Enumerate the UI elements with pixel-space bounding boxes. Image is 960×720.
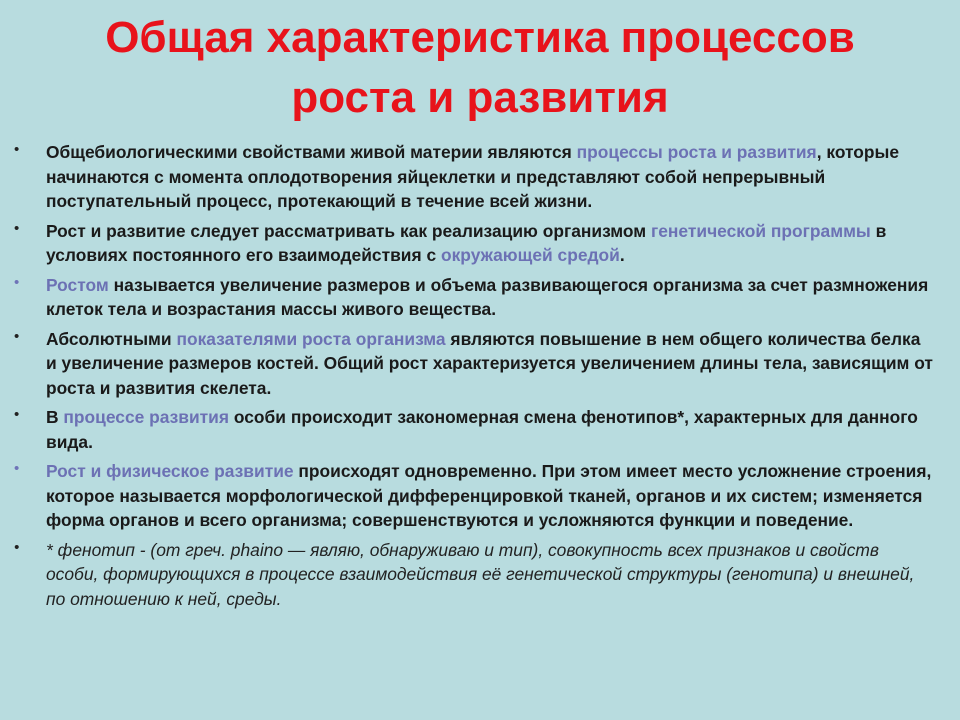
bullet-dot-icon: • [14, 273, 20, 291]
bullet-item-genetic-program [14, 219, 934, 268]
bullet-text: Общебиологическими свойствами живой материи являются [46, 142, 577, 162]
bullet-item-phenotype-footnote [14, 538, 934, 612]
footnote-text: * фенотип - (от греч. phaino — являю, обнаруживаю и тип), совокупность всех признаков и свойств особи, формирующихся в процессе взаимодействия её генетической структуры (генотипа) и внешней, по отношению к ней, среды. [46, 539, 915, 609]
highlight-term: генетической программы [651, 220, 871, 241]
bullet-text: . [619, 245, 625, 265]
slide-title [0, 0, 960, 128]
slide-title-line-2: роста и развития [291, 73, 669, 122]
highlight-term: процессы роста и развития [576, 142, 817, 162]
bullet-dot-icon: • [14, 406, 20, 423]
bullet-text: происходят одновременно. При этом имеет место усложнение строения, которое называется морфологической дифференцировкой тканей, органов и их систем; изменяется форма органов и всего организма; совершенствуются и усложняются функции и поведение. [46, 461, 932, 530]
bullet-list [14, 140, 934, 616]
highlight-term: окружающей средой [440, 245, 620, 265]
highlight-term: процессе развития [63, 407, 230, 427]
highlight-term: показателями роста организма [176, 328, 446, 349]
slide-title-line-1: Общая характеристика процессов [105, 13, 855, 62]
bullet-dot-icon: • [14, 460, 20, 477]
bullet-dot-icon: • [14, 327, 20, 345]
bullet-text: являются повышение в нем общего количества белка и увеличение размеров костей. Общий рост характеризуется увеличением длины тела, зависящим от роста и развития скелета. [46, 328, 933, 398]
bullet-item-growth-definition [14, 273, 934, 322]
highlight-term: Ростом [46, 274, 109, 295]
bullet-item-physical-development [14, 459, 934, 533]
bullet-text: в условиях постоянного его взаимодействия с [46, 220, 887, 265]
bullet-text: В [46, 407, 64, 427]
bullet-item-growth-indicators [14, 327, 934, 401]
bullet-text: особи происходит закономерная смена фенотипов*, характерных для данного вида. [46, 407, 918, 452]
bullet-dot-icon: • [14, 141, 20, 158]
highlight-term: Рост и физическое развитие [46, 461, 294, 481]
bullet-dot-icon: • [14, 538, 20, 556]
bullet-text: , которые начинаются с момента оплодотворения яйцеклетки и представляют собой непрерывный поступательный процесс, протекающий в течение всей жизни. [46, 142, 900, 211]
bullet-text: Рост и развитие следует рассматривать как реализацию организмом [46, 220, 652, 241]
bullet-item-development-process [14, 405, 934, 454]
bullet-item-growth-processes [14, 140, 934, 214]
bullet-text: Абсолютными [46, 328, 177, 349]
bullet-text: называется увеличение размеров и объема развивающегося организма за счет размножения клеток тела и возрастания массы живого вещества. [46, 274, 929, 319]
bullet-dot-icon: • [14, 219, 20, 237]
